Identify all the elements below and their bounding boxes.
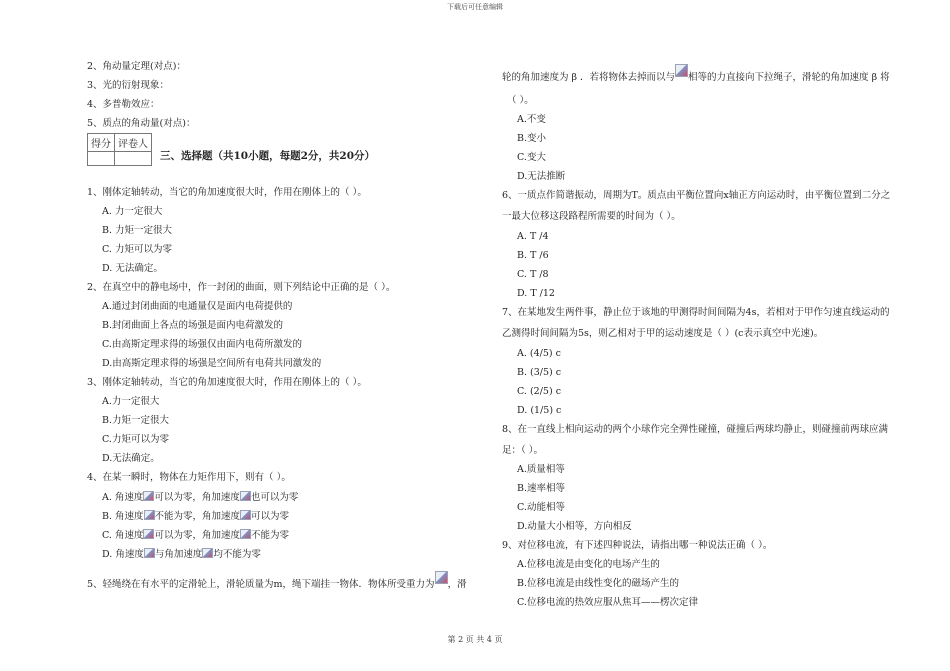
q2-option-d: D.由高斯定理求得的场强是空间所有电荷共同激发的 bbox=[102, 358, 322, 369]
q3-option-a: A.力一定很大 bbox=[102, 396, 160, 407]
q4-a-part2: 可以为零，角加速度 bbox=[154, 492, 240, 503]
q3-stem: 3、刚体定轴转动，当它的角加速度很大时，作用在刚体上的（ ）。 bbox=[87, 377, 367, 388]
grader-label: 评卷人 bbox=[115, 134, 152, 152]
q4-option-b bbox=[102, 510, 289, 523]
q8-option-a: A.质量相等 bbox=[517, 464, 565, 475]
q9-option-c: C.位移电流的热效应服从焦耳——楞次定律 bbox=[517, 597, 698, 608]
page-header: 下载后可任意编辑 bbox=[447, 3, 503, 11]
q4-c-part1: C. 角速度 bbox=[102, 530, 144, 541]
q9-option-b: B.位移电流是由线性变化的磁场产生的 bbox=[517, 578, 680, 589]
q4-c-part3: 不能为零 bbox=[251, 530, 290, 541]
q4-option-a bbox=[102, 491, 298, 504]
omega-formula-icon bbox=[143, 491, 154, 501]
score-table bbox=[87, 133, 152, 166]
q1-option-a: A. 力一定很大 bbox=[102, 206, 163, 217]
score-cell bbox=[88, 152, 115, 166]
q4-a-part3: 也可以为零 bbox=[250, 492, 299, 503]
q4-d-part2: 与角加速度 bbox=[154, 549, 203, 560]
q4-c-part2: 可以为零，角加速度 bbox=[154, 530, 240, 541]
q7-option-a: A. (4/5) c bbox=[517, 348, 561, 359]
alpha-formula-icon bbox=[202, 548, 213, 558]
gravity-formula-icon bbox=[435, 571, 448, 584]
q6-option-d: D. T /12 bbox=[517, 288, 555, 299]
alpha-formula-icon bbox=[240, 529, 251, 539]
q5c-part1: 轮的角加速度为 β ．若将物体去掉而以与 bbox=[502, 72, 676, 83]
q5-option-c: C.变大 bbox=[517, 152, 546, 163]
q8-line2: 足：（ ）。 bbox=[502, 445, 544, 456]
q5-part2: ，滑 bbox=[447, 579, 467, 590]
q4-option-d bbox=[102, 548, 261, 561]
q1-option-d: D. 无法确定。 bbox=[102, 263, 163, 274]
q4-option-c bbox=[102, 529, 289, 542]
q6-line2: 一最大位移这段路程所需要的时间为（ ）。 bbox=[502, 211, 681, 222]
q8-option-b: B.速率相等 bbox=[517, 483, 566, 494]
q2-option-b: B.封闭曲面上各点的场强是面内电荷激发的 bbox=[102, 320, 284, 331]
q1-stem: 1、刚体定轴转动，当它的角加速度很大时，作用在刚体上的（ ）。 bbox=[87, 187, 367, 198]
q8-option-c: C.动能相等 bbox=[517, 502, 565, 513]
q1-option-c: C. 力矩可以为零 bbox=[102, 244, 172, 255]
q4-d-part3: 均不能为零 bbox=[213, 549, 261, 560]
omega-formula-icon bbox=[143, 529, 154, 539]
section-title: 三、选择题（共10小题，每题2分，共20分） bbox=[160, 150, 376, 162]
q6-line1: 6、一质点作简谐振动，周期为T。质点由平衡位置向x轴正方向运动时，由平衡位置到二分之 bbox=[502, 190, 891, 201]
q7-line1: 7、在某地发生两件事，静止位于该地的甲测得时间间隔为4s，若相对于甲作匀速直线运动的 bbox=[502, 307, 890, 318]
q4-b-part1: B. 角速度 bbox=[102, 511, 144, 522]
q2-option-a: A.通过封闭曲面的电通量仅是面内电荷提供的 bbox=[102, 301, 293, 312]
q7-option-b: B. (3/5) c bbox=[517, 367, 562, 378]
fill-item-3: 3、光的衍射现象： bbox=[87, 80, 170, 91]
q5-option-d: D.无法推断 bbox=[517, 171, 566, 182]
q4-stem: 4、在某一瞬时，物体在力矩作用下，则有（ ）。 bbox=[87, 472, 291, 483]
q3-option-d: D.无法确定。 bbox=[102, 453, 160, 464]
q4-d-part1: D. 角速度 bbox=[102, 549, 144, 560]
fill-item-5: 5、质点的角动量(对点)： bbox=[87, 118, 196, 129]
q7-option-c: C. (2/5) c bbox=[517, 386, 562, 397]
alpha-formula-icon bbox=[240, 510, 251, 520]
q5-part1: 5、轻绳绕在有水平的定滑轮上，滑轮质量为m，绳下端挂一物体．物体所受重力为 bbox=[87, 579, 435, 590]
q8-line1: 8、在一直线上相向运动的两个小球作完全弹性碰撞，碰撞后两球均静止，则碰撞前两球应满 bbox=[502, 424, 889, 435]
q3-option-c: C.力矩可以为零 bbox=[102, 434, 169, 445]
alpha-formula-icon bbox=[240, 491, 251, 501]
q2-option-c: C.由高斯定理求得的场强仅由面内电荷所激发的 bbox=[102, 339, 302, 350]
q1-option-b: B. 力矩一定很大 bbox=[102, 225, 173, 236]
omega-formula-icon bbox=[144, 510, 155, 520]
q7-option-d: D. (1/5) c bbox=[517, 405, 562, 416]
q5-paren: （ ）。 bbox=[507, 95, 534, 106]
q4-b-part3: 可以为零 bbox=[251, 511, 290, 522]
q2-stem: 2、在真空中的静电场中，作一封闭的曲面，则下列结论中正确的是（ ）。 bbox=[87, 282, 396, 293]
page-footer: 第 2 页 共 4 页 bbox=[447, 635, 503, 644]
q3-option-b: B.力矩一定很大 bbox=[102, 415, 170, 426]
grader-cell bbox=[115, 152, 152, 166]
q8-option-d: D.动量大小相等，方向相反 bbox=[517, 521, 632, 532]
q4-b-part2: 不能为零，角加速度 bbox=[154, 511, 241, 522]
omega-formula-icon bbox=[144, 548, 155, 558]
fill-item-2: 2、角动量定理(对点)： bbox=[87, 61, 186, 72]
score-label: 得分 bbox=[88, 134, 115, 152]
q6-option-c: C. T /8 bbox=[517, 269, 549, 280]
fill-item-4: 4、多普勒效应： bbox=[87, 99, 160, 110]
q5-continued bbox=[502, 64, 890, 84]
q5-stem bbox=[87, 571, 467, 591]
q6-option-a: A. T /4 bbox=[517, 231, 549, 242]
q5c-part2: 相等的力直接向下拉绳子，滑轮的角加速度 β 将 bbox=[688, 72, 890, 83]
q6-option-b: B. T /6 bbox=[517, 250, 549, 261]
q7-line2: 乙测得时间间隔为5s，则乙相对于甲的运动速度是（ ）(c表示真空中光速)。 bbox=[502, 328, 824, 339]
q5-option-b: B.变小 bbox=[517, 133, 547, 144]
gravity-formula-icon bbox=[675, 64, 688, 77]
q4-a-part1: A. 角速度 bbox=[102, 492, 144, 503]
q5-option-a: A.不变 bbox=[517, 114, 546, 125]
q9-stem: 9、对位移电流，有下述四种说法，请指出哪一种说法正确（ ）。 bbox=[502, 540, 773, 551]
q9-option-a: A.位移电流是由变化的电场产生的 bbox=[517, 559, 660, 570]
